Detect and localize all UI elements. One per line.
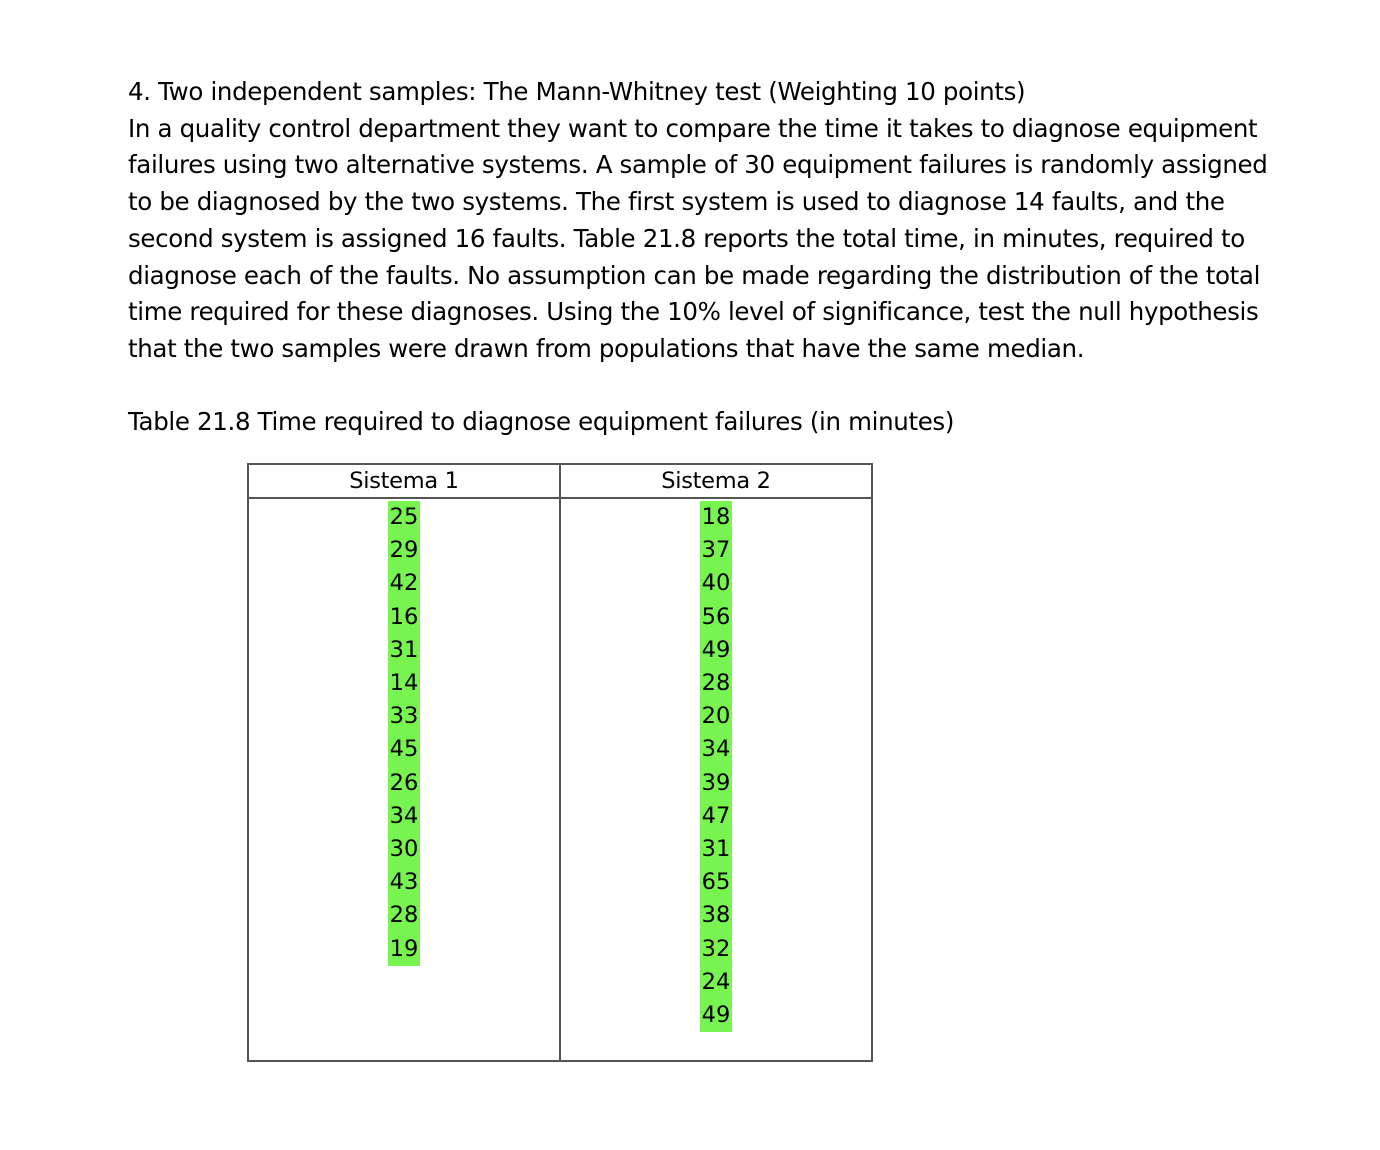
value-cell: 34 xyxy=(701,736,731,763)
value-cell: 65 xyxy=(701,869,731,896)
question-text xyxy=(128,74,1298,368)
value-cell: 28 xyxy=(701,670,731,697)
question-line: second system is assigned 16 faults. Table 21.8 reports the total time, in minutes, required to xyxy=(128,223,1245,253)
value-cell: 32 xyxy=(701,935,731,962)
question-line: that the two samples were drawn from populations that have the same median. xyxy=(128,333,1085,363)
question-heading: 4. Two independent samples: The Mann-Whitney test (Weighting 10 points) xyxy=(128,77,1026,106)
value-cell: 33 xyxy=(389,703,419,730)
value-cell: 25 xyxy=(389,504,419,530)
value-cell: 24 xyxy=(701,968,731,995)
sistema-2-column xyxy=(700,501,733,1032)
question-line: In a quality control department they want to compare the time it takes to diagnose equipment xyxy=(128,113,1258,143)
value-cell: 26 xyxy=(389,769,419,796)
value-cell: 45 xyxy=(389,736,419,763)
value-cell: 49 xyxy=(701,636,731,663)
table-header-row xyxy=(248,464,872,498)
value-cell: 31 xyxy=(701,836,731,863)
sistema-1-column xyxy=(388,501,421,966)
table-body-row xyxy=(248,498,872,1061)
value-cell: 38 xyxy=(701,902,731,929)
value-cell: 49 xyxy=(701,1002,731,1029)
value-cell: 39 xyxy=(701,769,731,796)
question-line: diagnose each of the faults. No assumption can be made regarding the distribution of the total xyxy=(128,260,1261,290)
value-cell: 37 xyxy=(701,537,731,564)
value-cell: 28 xyxy=(389,902,419,929)
value-cell: 42 xyxy=(389,570,419,597)
question-line: time required for these diagnoses. Using the 10% level of significance, test the null hypothesis xyxy=(128,297,1259,327)
value-cell: 56 xyxy=(701,603,731,630)
value-cell: 34 xyxy=(389,802,419,829)
value-cell: 31 xyxy=(389,636,419,663)
value-cell: 40 xyxy=(701,570,731,597)
value-cell: 30 xyxy=(389,836,419,863)
question-line: failures using two alternative systems. A sample of 30 equipment failures is randomly assigned xyxy=(128,150,1268,180)
value-cell: 43 xyxy=(389,869,419,896)
sistema-1-values xyxy=(248,498,560,1061)
sistema-2-values xyxy=(560,498,872,1061)
value-cell: 14 xyxy=(389,670,419,697)
value-cell: 20 xyxy=(701,703,731,730)
value-cell: 19 xyxy=(389,935,419,962)
value-cell: 18 xyxy=(701,504,731,530)
column-header-sistema-1: Sistema 1 xyxy=(248,464,560,498)
column-header-sistema-2: Sistema 2 xyxy=(560,464,872,498)
table-caption: Table 21.8 Time required to diagnose equipment failures (in minutes) xyxy=(128,407,955,436)
value-cell: 47 xyxy=(701,802,731,829)
value-cell: 29 xyxy=(389,537,419,564)
data-table xyxy=(247,463,873,1062)
question-line: to be diagnosed by the two systems. The first system is used to diagnose 14 faults, and the xyxy=(128,187,1225,217)
value-cell: 16 xyxy=(389,603,419,630)
